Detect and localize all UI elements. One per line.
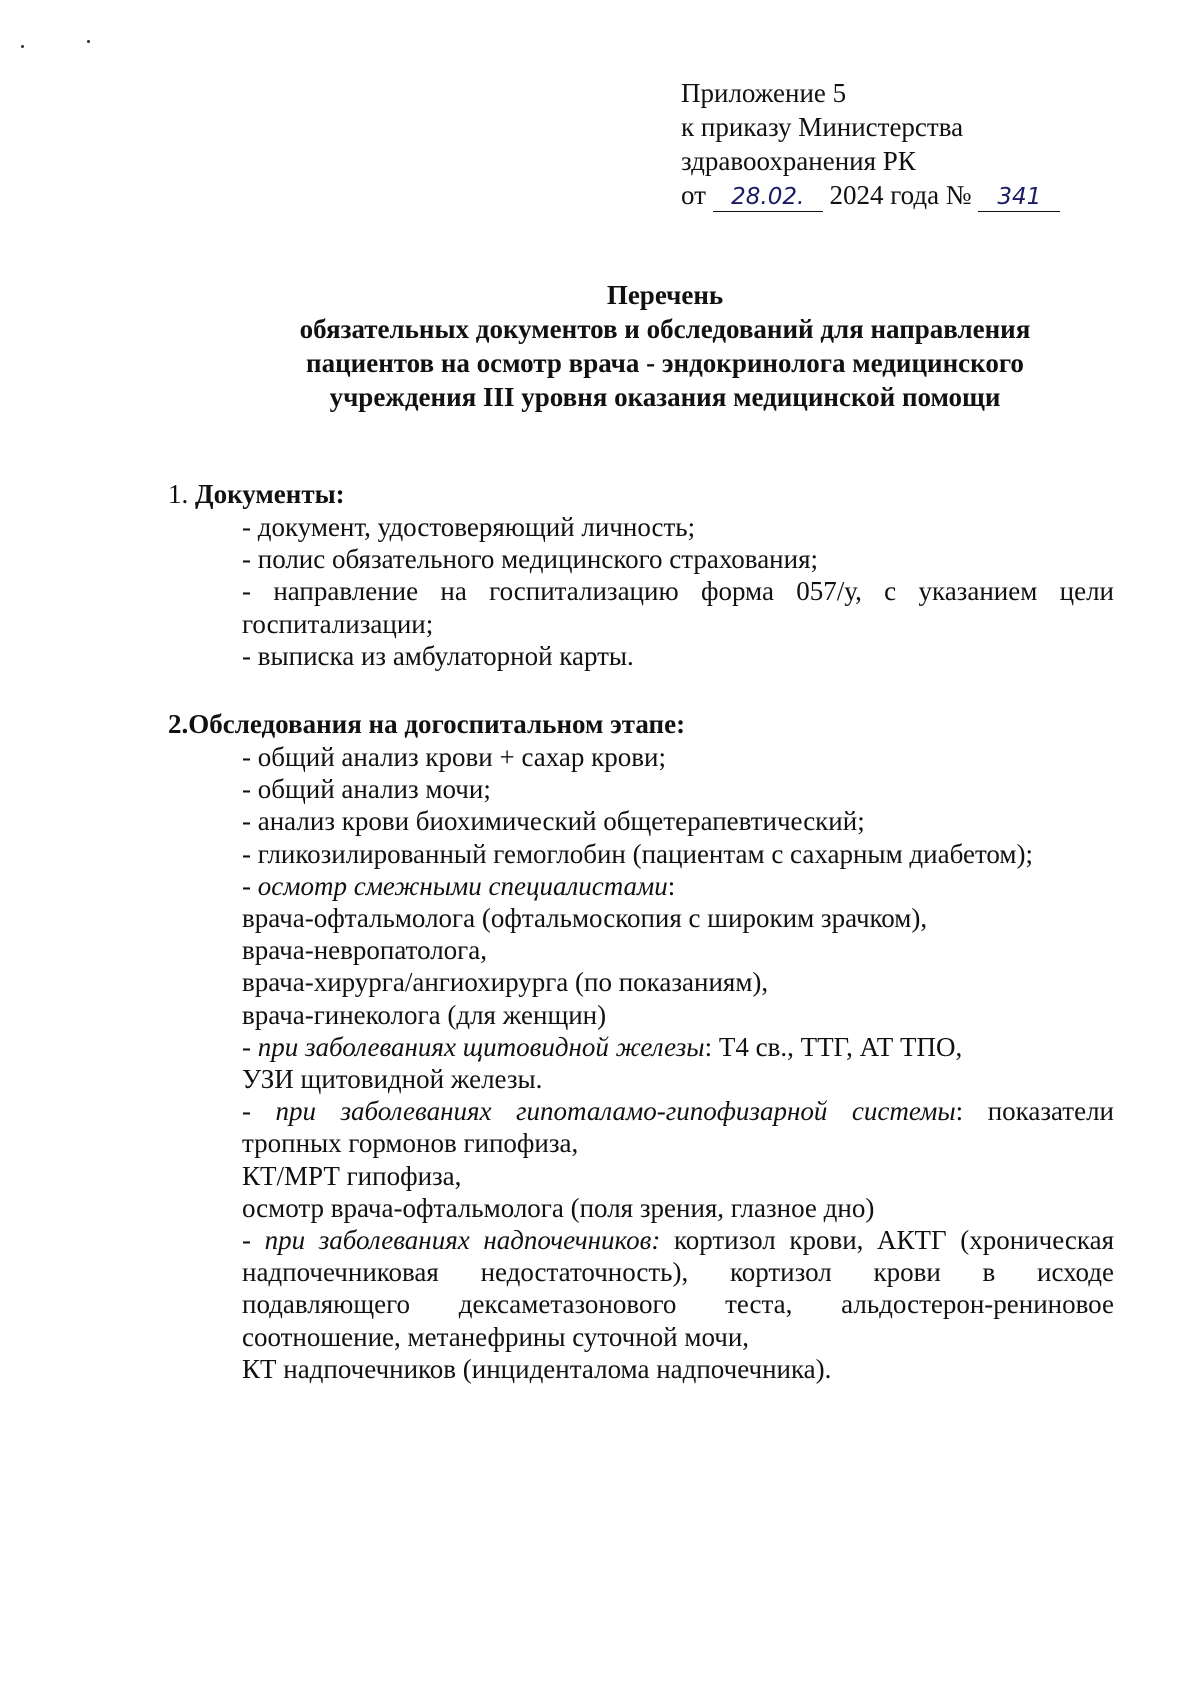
section-1-number: 1. <box>168 479 189 509</box>
appendix-line-1: Приложение 5 <box>681 78 847 108</box>
appendix-line-3: здравоохранения РК <box>681 146 916 176</box>
adrenal-line-5: КТ надпочечников (инциденталома надпочечника). <box>242 1353 832 1384</box>
specialists-heading <box>242 870 1114 902</box>
appendix-date-line <box>681 178 1060 212</box>
pituitary-line-4: осмотр врача-офтальмолога (поля зрения, глазное дно) <box>242 1192 875 1223</box>
specialist-item: врача-невропатолога, <box>242 935 487 966</box>
list-item: госпитализации; <box>242 608 434 639</box>
adrenal-label: - при заболеваниях надпочечников: <box>242 1225 661 1256</box>
pituitary-line <box>242 1095 1114 1127</box>
date-prefix: от <box>681 180 706 210</box>
scan-speck <box>87 40 90 43</box>
title-line-4: учреждения III уровня оказания медицинской помощи <box>329 382 1001 412</box>
adrenal-tests: кортизол крови, АКТГ (хроническая <box>660 1225 1114 1256</box>
specialist-item: врача-гинеколога (для женщин) <box>242 999 607 1030</box>
section-2-number: 2. <box>168 709 189 739</box>
list-item: - общий анализ крови + сахар крови; <box>242 742 666 772</box>
list-item: - анализ крови биохимический общетерапевтический; <box>242 806 865 837</box>
handwritten-order-number: 341 <box>978 183 1060 212</box>
adrenal-line-2: надпочечниковая недостаточность), кортизол крови в исходе <box>242 1257 1114 1288</box>
section-2-title: Обследования на догоспитальном этапе: <box>188 709 686 739</box>
section-1-heading <box>168 477 1114 511</box>
document-title <box>200 278 1130 414</box>
specialists-colon: : <box>667 870 676 901</box>
section-examinations <box>168 707 1114 1385</box>
title-line-3: пациентов на осмотр врача - эндокринолога медицинского <box>306 348 1024 378</box>
specialist-item: врача-офтальмолога (офтальмоскопия с широким зрачком), <box>242 903 928 934</box>
appendix-header <box>681 76 1060 212</box>
specialist-item: врача-хирурга/ангиохирурга (по показаниям), <box>242 967 769 998</box>
pituitary-line-3: КТ/МРТ гипофиза, <box>242 1160 462 1191</box>
section-1-title: Документы: <box>195 479 345 509</box>
year-text: 2024 года № <box>829 180 972 210</box>
handwritten-date: 28.02. <box>713 183 823 212</box>
thyroid-label: - при заболеваниях щитовидной железы <box>242 1031 705 1062</box>
list-item: - направление на госпитализацию форма 057/у, с указанием цели <box>242 576 1114 607</box>
section-2-heading <box>168 707 1114 741</box>
list-item: - гликозилированный гемоглобин (пациентам с сахарным диабетом); <box>242 838 1033 869</box>
section-documents <box>168 477 1114 672</box>
thyroid-line-2: УЗИ щитовидной железы. <box>242 1064 543 1095</box>
scan-speck <box>21 45 24 48</box>
adrenal-line <box>242 1224 1114 1256</box>
thyroid-tests: : Т4 св., ТТГ, АТ ТПО, <box>704 1031 963 1062</box>
list-item: - выписка из амбулаторной карты. <box>242 640 634 671</box>
title-line-1: Перечень <box>606 280 724 310</box>
pituitary-label: - при заболеваниях гипоталамо-гипофизарной системы <box>242 1096 956 1127</box>
pituitary-line-2: тропных гормонов гипофиза, <box>242 1128 579 1159</box>
list-item: - общий анализ мочи; <box>242 774 491 805</box>
appendix-line-2: к приказу Министерства <box>681 112 964 142</box>
specialists-label: - осмотр смежными специалистами <box>242 870 668 901</box>
list-item: - документ, удостоверяющий личность; <box>242 512 696 542</box>
section-1-list <box>242 511 1114 672</box>
pituitary-tests: : показатели <box>955 1096 1114 1127</box>
title-line-2: обязательных документов и обследований для направления <box>299 314 1031 344</box>
adrenal-line-3: подавляющего дексаметазонового теста, альдостерон-рениновое <box>242 1289 1114 1320</box>
thyroid-line <box>242 1031 1114 1063</box>
section-2-list <box>242 741 1114 1385</box>
adrenal-line-4: соотношение, метанефрины суточной мочи, <box>242 1321 750 1352</box>
list-item: - полис обязательного медицинского страхования; <box>242 544 818 575</box>
